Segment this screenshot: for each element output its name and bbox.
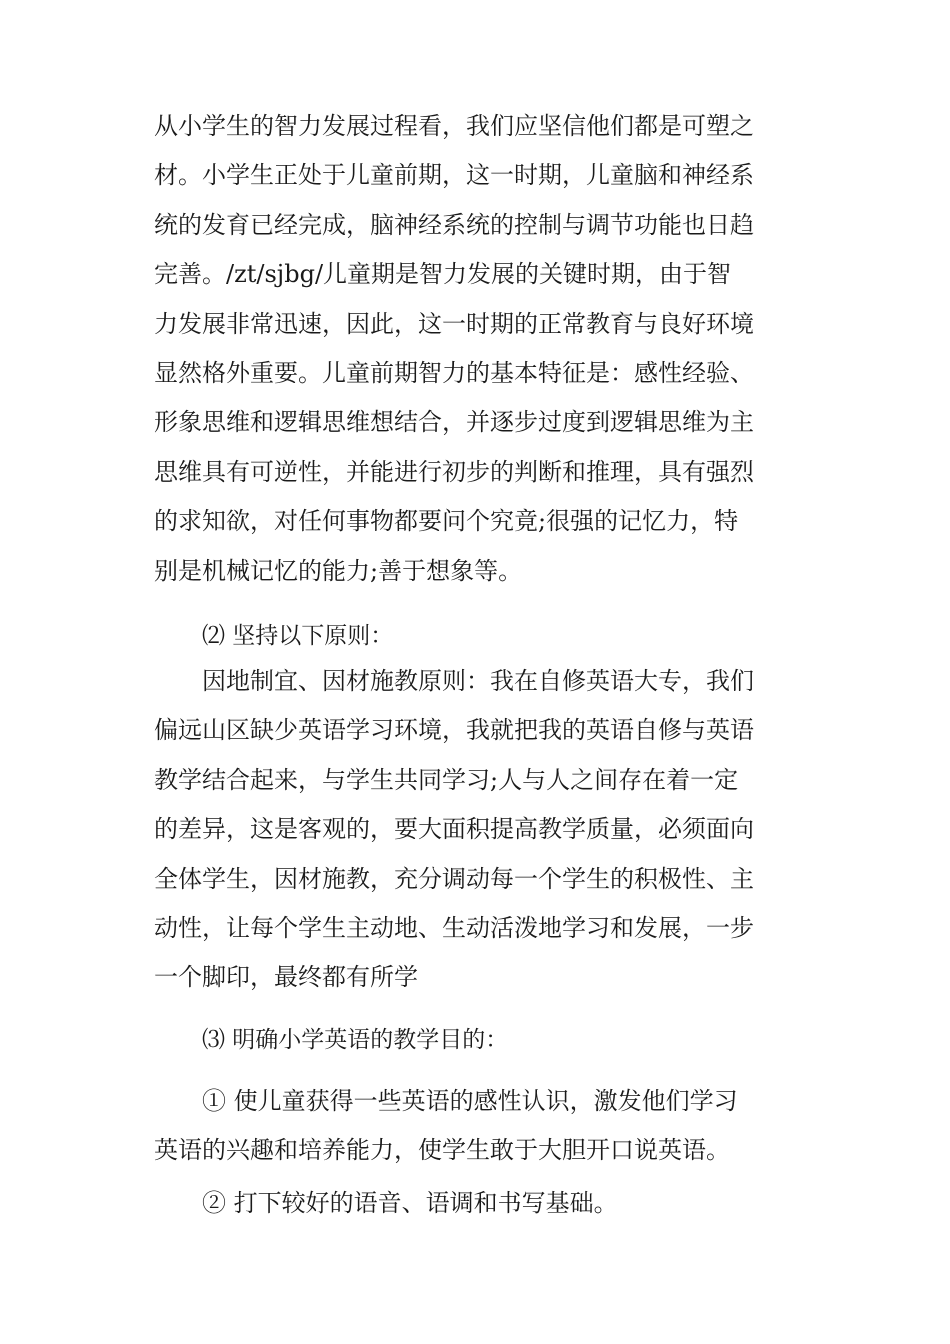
paragraph-line: 偏远山区缺少英语学习环境，我就把我的英语自修与英语 (154, 716, 754, 745)
goal-item-1-line-2: 英语的兴趣和培养能力，使学生敢于大胆开口说英语。 (154, 1136, 730, 1164)
paragraph-line: 思维具有可逆性，并能进行初步的判断和推理，具有强烈 (154, 457, 754, 486)
paragraph-line: 统的发育已经完成，脑神经系统的控制与调节功能也日趋 (154, 210, 754, 239)
paragraph-intelligence-development (154, 102, 814, 596)
paragraph-line: 完善。/zt/sjbg/儿童期是智力发展的关键时期，由于智 (154, 260, 732, 289)
paragraph-line: 一个脚印，最终都有所学 (154, 963, 418, 992)
paragraph-line: 教学结合起来，与学生共同学习;人与人之间存在着一定 (154, 765, 739, 794)
goal-item-2-line-1: ② 打下较好的语音、语调和书写基础。 (202, 1189, 618, 1217)
paragraph-line: 显然格外重要。儿童前期智力的基本特征是：感性经验、 (154, 358, 754, 387)
paragraph-line: 动性，让每个学生主动地、生动活泼地学习和发展，一步 (154, 913, 754, 942)
paragraph-line: 的求知欲，对任何事物都要问个究竟;很强的记忆力，特 (154, 507, 739, 536)
paragraph-line: 因地制宜、因材施教原则：我在自修英语大专，我们 (202, 667, 754, 695)
paragraph-line: 的差异，这是客观的，要大面积提高教学质量，必须面向 (154, 815, 754, 844)
paragraph-line: 力发展非常迅速，因此，这一时期的正常教育与良好环境 (154, 309, 754, 338)
paragraph-line: 形象思维和逻辑思维想结合，并逐步过度到逻辑思维为主 (154, 408, 754, 437)
paragraph-line: 材。小学生正处于儿童前期，这一时期，儿童脑和神经系 (154, 161, 754, 190)
paragraph-line: 别是机械记忆的能力;善于想象等。 (154, 556, 523, 585)
section-heading-teaching-goals: ⑶ 明确小学英语的教学目的： (202, 1027, 509, 1053)
paragraph-line: 从小学生的智力发展过程看，我们应坚信他们都是可塑之 (154, 112, 754, 140)
goal-item-1-line-1: ① 使儿童获得一些英语的感性认识，激发他们学习 (202, 1087, 738, 1115)
paragraph-teaching-principle (154, 657, 814, 1003)
section-heading-principles: ⑵ 坚持以下原则： (202, 623, 394, 649)
paragraph-line: 全体学生，因材施教，充分调动每一个学生的积极性、主 (154, 864, 754, 893)
